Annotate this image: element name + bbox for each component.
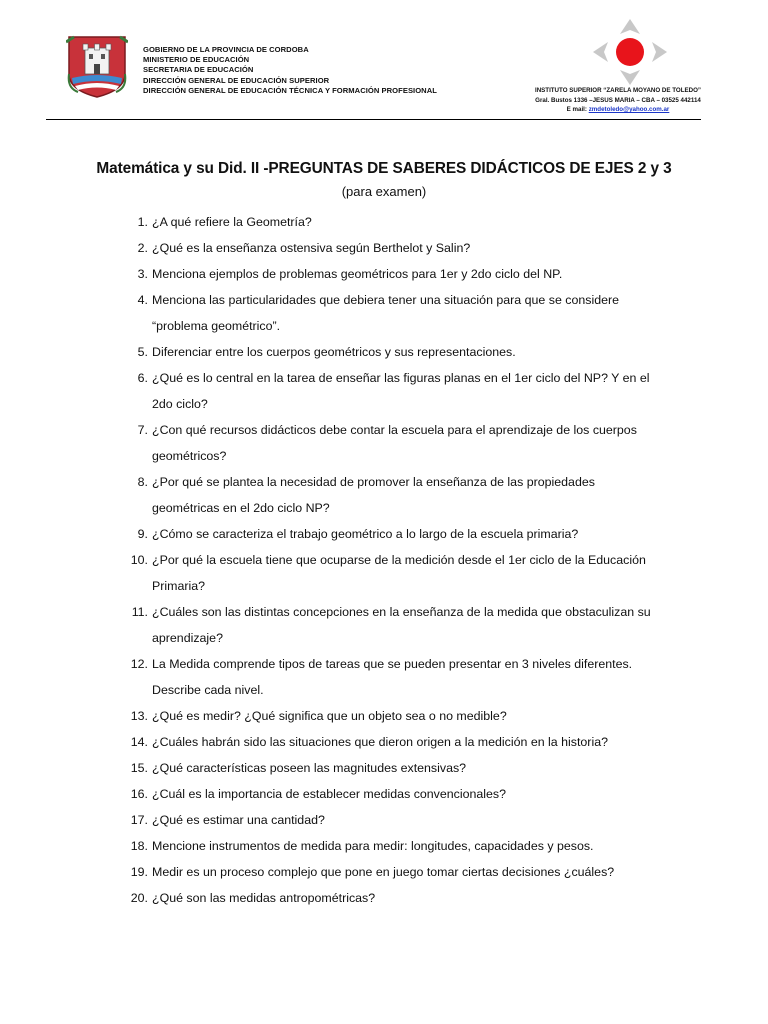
question-text: ¿Qué es lo central en la tarea de enseñar las figuras planas en el 1er ciclo del NP? Y en el (152, 371, 650, 385)
province-crest-logo (66, 34, 128, 98)
question-item (0, 261, 768, 287)
question-number: 11. (131, 605, 148, 619)
question-item (0, 651, 768, 703)
question-text: ¿Qué es la enseñanza ostensiva según Berthelot y Salin? (152, 241, 471, 255)
question-text: ¿A qué refiere la Geometría? (152, 215, 312, 229)
question-number: 16. (130, 787, 148, 801)
question-item (0, 729, 768, 755)
institute-info (520, 86, 716, 115)
question-item (0, 469, 768, 521)
question-item (0, 781, 768, 807)
question-number: 4. (137, 293, 148, 307)
government-line: SECRETARIA DE EDUCACIÓN (143, 65, 254, 75)
question-item (0, 547, 768, 599)
question-item (0, 417, 768, 469)
question-item (0, 339, 768, 365)
question-item (0, 755, 768, 781)
question-number: 12. (130, 657, 148, 671)
government-header-lines (143, 45, 437, 96)
question-text: ¿Por qué la escuela tiene que ocuparse de la medición desde el 1er ciclo de la Educación (152, 553, 646, 567)
question-text: ¿Qué son las medidas antropométricas? (152, 891, 376, 905)
question-number: 6. (137, 371, 148, 385)
question-number: 10. (130, 553, 148, 567)
question-number: 7. (137, 423, 148, 437)
government-line: MINISTERIO DE EDUCACIÓN (143, 55, 250, 65)
question-item (0, 209, 768, 235)
question-item (0, 703, 768, 729)
header-divider (46, 119, 701, 120)
question-text: Menciona las particularidades que debiera tener una situación para que se considere (152, 293, 620, 307)
question-number: 14. (130, 735, 148, 749)
question-item (0, 365, 768, 417)
question-item (0, 807, 768, 833)
question-number: 1. (137, 215, 148, 229)
institute-address: Gral. Bustos 1336 –JESUS MARIA – CBA – 03525 442114 (535, 96, 701, 104)
question-item (0, 859, 768, 885)
institute-email (520, 105, 716, 115)
question-item (0, 235, 768, 261)
question-number: 15. (130, 761, 148, 775)
question-number: 3. (137, 267, 148, 281)
question-text-continued: “problema geométrico”. (152, 319, 281, 333)
question-text: La Medida comprende tipos de tareas que se pueden presentar en 3 niveles diferentes. (152, 657, 633, 671)
question-item (0, 599, 768, 651)
question-item (0, 885, 768, 911)
letterhead (0, 0, 768, 122)
question-text: Mencione instrumentos de medida para medir: longitudes, capacidades y pesos. (152, 839, 594, 853)
government-line: DIRECCIÓN GENERAL DE EDUCACIÓN SUPERIOR (143, 75, 330, 85)
question-text-continued: geométricas en el 2do ciclo NP? (152, 501, 330, 515)
question-number: 5. (137, 345, 148, 359)
question-item (0, 521, 768, 547)
email-link[interactable]: zmdetoledo@yahoo.com.ar (588, 106, 670, 114)
document-title: Matemática y su Did. II -PREGUNTAS DE SABERES DIDÁCTICOS DE EJES 2 y 3 (96, 160, 672, 177)
question-text: ¿Con qué recursos didácticos debe contar la escuela para el aprendizaje de los cuerpos (152, 423, 637, 437)
question-item (0, 833, 768, 859)
question-list (0, 209, 768, 911)
question-text-continued: Describe cada nivel. (152, 683, 264, 697)
question-text: Medir es un proceso complejo que pone en juego tomar ciertas decisiones ¿cuáles? (152, 865, 615, 879)
government-line: DIRECCIÓN GENERAL DE EDUCACIÓN TÉCNICA Y FORMACIÓN PROFESIONAL (143, 85, 437, 95)
question-number: 17. (130, 813, 148, 827)
question-text: ¿Por qué se plantea la necesidad de promover la enseñanza de las propiedades (152, 475, 595, 489)
question-text-continued: 2do ciclo? (152, 397, 208, 411)
question-text: ¿Cómo se caracteriza el trabajo geométrico a lo largo de la escuela primaria? (152, 527, 579, 541)
question-text: ¿Qué es estimar una cantidad? (152, 813, 325, 827)
question-number: 2. (137, 241, 148, 255)
question-number: 9. (137, 527, 148, 541)
institute-logo (592, 18, 668, 86)
question-text-continued: geométricos? (152, 449, 227, 463)
question-text: Menciona ejemplos de problemas geométricos para 1er y 2do ciclo del NP. (152, 267, 563, 281)
email-label: E mail: (566, 106, 589, 114)
question-text: ¿Qué es medir? ¿Qué significa que un objeto sea o no medible? (152, 709, 507, 723)
question-number: 13. (130, 709, 148, 723)
institute-name: INSTITUTO SUPERIOR “ZARELA MOYANO DE TOLEDO” (534, 87, 702, 94)
question-text: ¿Qué características poseen las magnitudes extensivas? (152, 761, 467, 775)
document-subtitle: (para examen) (341, 184, 427, 199)
question-number: 18. (130, 839, 148, 853)
question-item (0, 287, 768, 339)
question-text: ¿Cuáles habrán sido las situaciones que dieron origen a la medición en la historia? (152, 735, 608, 749)
question-text: ¿Cuáles son las distintas concepciones en la enseñanza de la medida que obstaculizan su (152, 605, 651, 619)
question-text-continued: aprendizaje? (152, 631, 223, 645)
question-text-continued: Primaria? (152, 579, 206, 593)
question-number: 20. (130, 891, 148, 905)
government-line: GOBIERNO DE LA PROVINCIA DE CORDOBA (143, 45, 309, 54)
question-text: Diferenciar entre los cuerpos geométricos y sus representaciones. (152, 345, 516, 359)
question-number: 19. (130, 865, 148, 879)
question-number: 8. (137, 475, 148, 489)
question-text: ¿Cuál es la importancia de establecer medidas convencionales? (152, 787, 507, 801)
